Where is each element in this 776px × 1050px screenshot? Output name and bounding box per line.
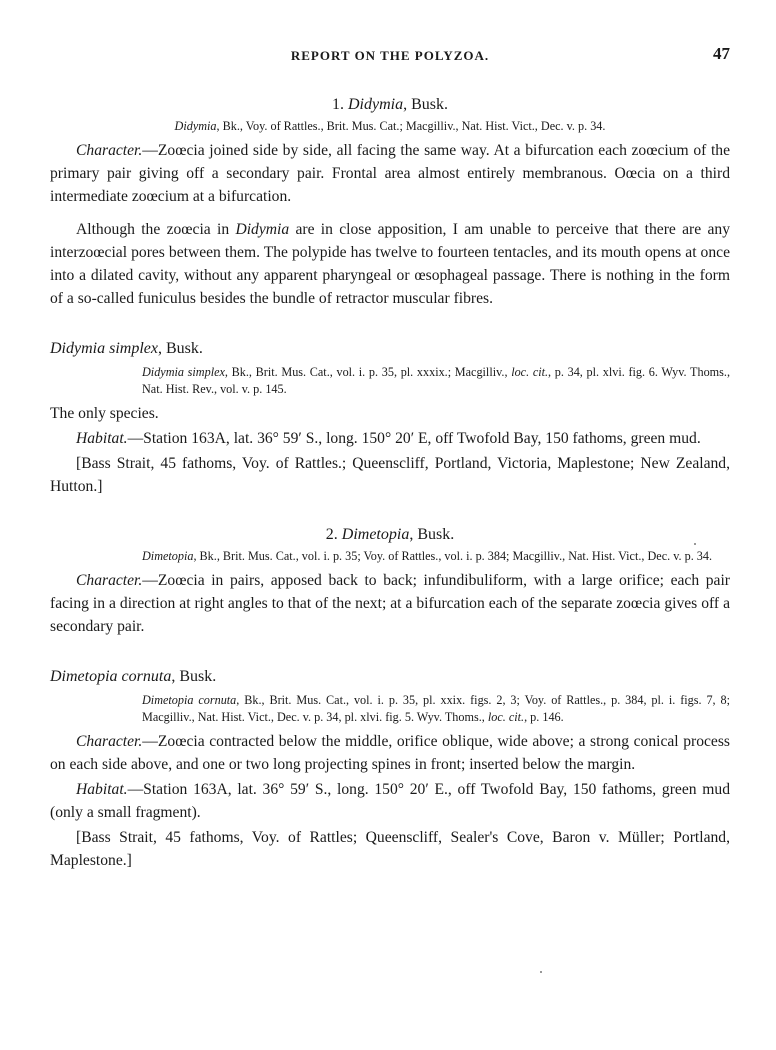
genus-heading-dimetopia [50,526,730,544]
species-habitat [50,427,730,450]
genus-author: , Busk. [403,96,448,113]
character-label: Character. [76,142,143,159]
genus-name: Dimetopia [341,526,410,543]
species-heading-dimetopia-cornuta [50,668,730,686]
genus-number: 1. [331,96,344,113]
species-name: Dimetopia cornuta [50,668,172,685]
character-text: —Zoœcia joined side by side, all facing the same way. At a bifurcation each zoœcium of the primary pair giving off a secondary pair. Frontal area almost entirely membranous. Oœcia on a third intermediate zoœcium at a bifurcation. [50,142,730,205]
species-habitat [50,778,730,824]
running-title: REPORT ON THE POLYZOA. [290,48,490,63]
species-character [50,730,730,776]
habitat-text: —Station 163A, lat. 36° 59′ S., long. 150° 20′ E., off Twofold Bay, 150 fathoms, green mud (only a small fragment). [50,781,730,821]
page-number: 47 [713,44,730,63]
genus-heading-didymia [50,96,730,114]
page-header [50,40,730,70]
character-text: —Zoœcia contracted below the middle, orifice oblique, wide above; a strong conical process on each side above, and one or two long projecting spines in front; inserted below the margin. [50,733,730,773]
print-speck [694,543,696,545]
genus-reference: Didymia, Bk., Voy. of Rattles., Brit. Mus. Cat.; Macgilliv., Nat. Hist. Vict., Dec. v. p. 34. [174,119,606,133]
print-speck [540,971,542,973]
genus-reference: Dimetopia, Bk., Brit. Mus. Cat., vol. i. p. 35; Voy. of Rattles., vol. i. p. 384; Macgilliv., Nat. Hist. Vict., Dec. v. p. 34. [142,549,713,563]
species-reference: Dimetopia cornuta, Bk., Brit. Mus. Cat., vol. i. p. 35, pl. xxix. figs. 2, 3; Voy. of Rattles., p. 384, pl. i. figs. 7, 8; Macgilliv., Nat. Hist. Vict., Dec. v. p. 34, pl. xlvi. fig. 5. Wyv. Thoms., loc. cit., p. 146. [142,693,730,724]
species-heading-didymia-simplex [50,340,730,358]
page [50,40,730,880]
species-author: , Busk. [157,340,203,357]
character-text: —Zoœcia in pairs, apposed back to back; infundibuliform, with a large orifice; each pair facing in a direction at right angles to that of the next; at a bifurcation each of the separate zoœcia gives off a secondary pair. [50,572,730,635]
species-reference: Didymia simplex, Bk., Brit. Mus. Cat., vol. i. p. 35, pl. xxxix.; Macgilliv., loc. cit., p. 34, pl. xlvi. fig. 6. Wyv. Thoms., Nat. Hist. Rev., vol. v. p. 145. [142,365,730,396]
genus-number: 2. [325,526,338,543]
genus-remarks: Although the zoœcia in Didymia are in close apposition, I am unable to perceive that there are any interzoœcial pores between them. The polypide has twelve to fourteen tentacles, and its mouth opens at once into a dilated cavity, without any apparent pharyngeal or œsophageal passage. There is nothing in the form of a so-called funiculus besides the bundle of retractor muscular fibres. [50,221,730,307]
character-label: Character. [76,572,143,589]
species-distribution: [Bass Strait, 45 fathoms, Voy. of Rattles.; Queenscliff, Portland, Victoria, Maplestone; New Zealand, Hutton.] [50,455,730,495]
species-name: Didymia simplex [50,340,158,357]
species-distribution: [Bass Strait, 45 fathoms, Voy. of Rattles; Queenscliff, Sealer's Cove, Baron v. Müller; Portland, Maplestone.] [50,829,730,869]
character-label: Character. [76,733,143,750]
species-note: The only species. [50,405,159,422]
genus-author: , Busk. [409,526,455,543]
habitat-label: Habitat. [76,430,128,447]
habitat-text: —Station 163A, lat. 36° 59′ S., long. 150° 20′ E, off Twofold Bay, 150 fathoms, green mud. [127,430,701,447]
species-author: , Busk. [171,668,217,685]
genus-character [50,139,730,208]
habitat-label: Habitat. [76,781,128,798]
genus-character [50,569,730,638]
genus-name: Didymia [347,96,404,113]
